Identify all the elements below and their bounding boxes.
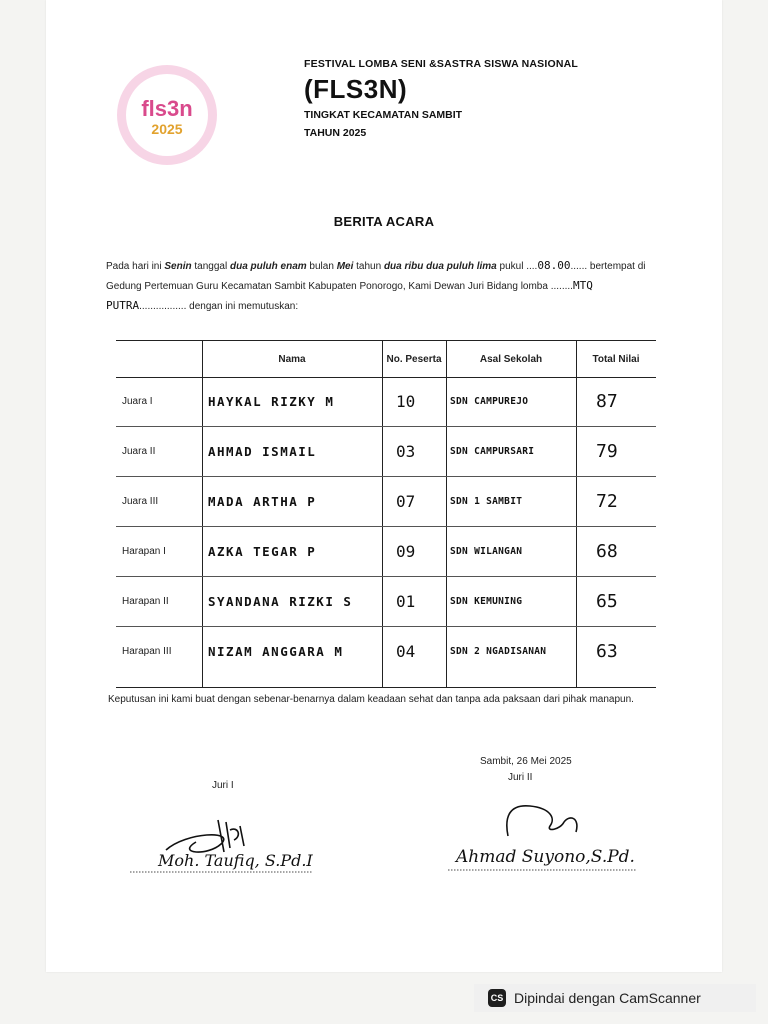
school-name: SDN 2 NGADISANAN [450, 646, 547, 657]
table-row [116, 627, 656, 676]
rank-label: Juara I [122, 396, 153, 407]
para-text: bulan [306, 261, 337, 272]
para-text: pukul [496, 261, 527, 272]
rank-label: Harapan I [122, 546, 166, 557]
school-name: SDN 1 SAMBIT [450, 496, 523, 507]
juri1-label: Juri I [212, 780, 234, 791]
table-header [116, 341, 656, 378]
total-score: 65 [596, 591, 618, 612]
table-row [116, 377, 656, 427]
participant-number: 01 [396, 592, 416, 611]
participant-number: 10 [396, 392, 416, 411]
para-year: dua ribu dua puluh lima [383, 261, 497, 272]
table-row [116, 427, 656, 477]
school-name: SDN WILANGAN [450, 546, 523, 557]
total-score: 87 [596, 391, 618, 412]
para-month: Mei [336, 261, 354, 272]
participant-name: AHMAD ISMAIL [208, 444, 317, 459]
header-total-nilai: Total Nilai [592, 353, 640, 365]
camscanner-icon: CS [488, 989, 506, 1007]
participant-name: AZKA TEGAR P [208, 544, 317, 559]
para-text: tahun [353, 261, 384, 272]
handwritten-time: 08.00 [537, 259, 571, 272]
school-name: SDN CAMPUREJO [450, 396, 529, 407]
total-score: 72 [596, 491, 618, 512]
results-table [116, 340, 656, 688]
competition-year: TAHUN 2025 [304, 127, 367, 139]
participant-name: NIZAM ANGGARA M [208, 644, 344, 659]
rank-label: Juara II [122, 446, 156, 457]
para-date: dua puluh enam [229, 261, 307, 272]
total-score: 68 [596, 541, 618, 562]
header-asal-sekolah: Asal Sekolah [479, 353, 543, 365]
participant-name: MADA ARTHA P [208, 494, 317, 509]
para-day: Senin [164, 261, 192, 272]
rank-label: Harapan II [122, 596, 169, 607]
table-row [116, 577, 656, 627]
fls3n-logo [112, 60, 222, 170]
rank-label: Harapan III [122, 646, 172, 657]
total-score: 79 [596, 441, 618, 462]
intro-paragraph: Pada hari ini Senin tanggal dua puluh enam bulan Mei tahun dua ribu dua puluh lima pukul ....08.00...... bertempat di Gedung Pertemuan Guru Kecamatan Sambit Kabupaten Ponorogo, Kami Dewan Juri Bidang lomba ........MTQ PUTRA................. dengan ini memutuskan: [106, 259, 646, 312]
camscanner-text: Dipindai dengan CamScanner [514, 990, 701, 1006]
competition-level: TINGKAT KECAMATAN SAMBIT [304, 109, 463, 121]
rank-label: Juara III [122, 496, 159, 507]
svg-text:fls3n: fls3n [141, 96, 193, 121]
document-title: BERITA ACARA [333, 214, 435, 229]
participant-number: 03 [396, 442, 416, 461]
header-nama: Nama [278, 353, 306, 365]
festival-acronym: (FLS3N) [304, 74, 408, 104]
juri2-name: Ahmad Suyono,S.Pd. [456, 847, 635, 867]
para-text: tanggal [191, 261, 230, 272]
svg-text:2025: 2025 [151, 121, 183, 137]
table-row [116, 477, 656, 527]
participant-name: SYANDANA RIZKI S [208, 594, 353, 609]
table-row [116, 527, 656, 577]
closing-statement: Keputusan ini kami buat dengan sebenar-benarnya dalam keadaan sehat dan tanpa ada paksaan dari pihak manapun. [108, 694, 634, 705]
juri1-name: Moh. Taufiq, S.Pd.I [158, 851, 313, 870]
handwritten-field: MTQ PUTRA [106, 279, 593, 312]
school-name: SDN CAMPURSARI [450, 446, 535, 457]
camscanner-watermark [474, 984, 756, 1012]
total-score: 63 [596, 641, 618, 662]
school-name: SDN KEMUNING [450, 596, 523, 607]
juri2-label: Juri II [508, 772, 533, 783]
juri2-signature [440, 796, 660, 882]
para-text: bertempat di Gedung Pertemuan Guru Kecamatan Sambit Kabupaten Ponorogo, Kami Dewan Juri Bidang lomba [106, 261, 646, 292]
place-date: Sambit, 26 Mei 2025 [480, 756, 572, 767]
participant-number: 07 [396, 492, 416, 511]
participant-name: HAYKAL RIZKY M [208, 394, 335, 409]
participant-number: 04 [396, 642, 416, 661]
letterhead [304, 58, 578, 139]
festival-name: FESTIVAL LOMBA SENI &SASTRA SISWA NASIONAL [304, 58, 579, 70]
para-text: Pada hari ini [106, 261, 165, 272]
participant-number: 09 [396, 542, 416, 561]
header-no-peserta: No. Peserta [386, 353, 442, 365]
juri1-signature [126, 812, 376, 882]
para-text: dengan ini memutuskan: [186, 301, 299, 312]
